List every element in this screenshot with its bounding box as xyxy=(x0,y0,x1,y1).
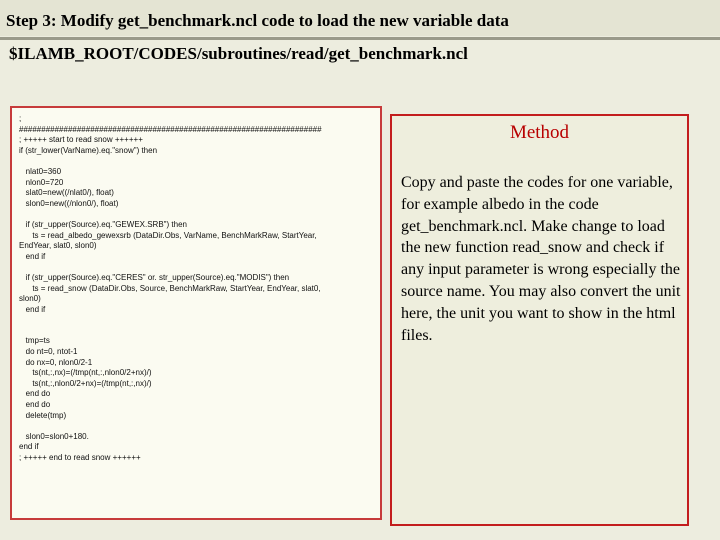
code-line: tmp=ts xyxy=(19,336,50,346)
file-path: $ILAMB_ROOT/CODES/subroutines/read/get_benchmark.ncl xyxy=(9,44,468,63)
code-line xyxy=(19,209,380,220)
code-line: nlat0=360 xyxy=(19,166,62,176)
code-line: end do xyxy=(19,389,51,399)
code-listing xyxy=(12,108,380,464)
code-line: do nx=0, nlon0/2-1 xyxy=(19,357,93,367)
code-panel xyxy=(10,106,382,520)
code-line: #################################################################### xyxy=(19,124,322,134)
title-bar xyxy=(0,0,720,36)
code-line: slon0=new((/nlon0/), float) xyxy=(19,198,119,208)
code-line: end if xyxy=(19,304,46,314)
method-title: Method xyxy=(509,122,570,143)
code-line: ts = read_albedo_gewexsrb (DataDir.Obs, VarName, BenchMarkRaw, StartYear, xyxy=(19,230,317,240)
method-panel xyxy=(390,114,689,526)
code-line xyxy=(19,262,380,273)
title-divider xyxy=(0,37,720,40)
code-line: if (str_lower(VarName).eq."snow") then xyxy=(19,145,158,155)
code-line: if (str_upper(Source).eq."CERES" or. str_upper(Source).eq."MODIS") then xyxy=(19,272,290,282)
code-line: ; xyxy=(19,114,22,123)
code-line: EndYear, slat0, slon0) xyxy=(19,241,97,251)
code-line: slon0) xyxy=(19,294,41,304)
code-line xyxy=(19,156,380,167)
code-line xyxy=(19,326,380,337)
code-line xyxy=(19,315,380,326)
code-line: end if xyxy=(19,251,46,261)
code-line: slat0=new((/nlat0/), float) xyxy=(19,188,114,198)
code-line: end if xyxy=(19,442,39,452)
code-line xyxy=(19,421,380,432)
code-line: ; +++++ end to read snow ++++++ xyxy=(19,453,141,462)
code-line: do nt=0, ntot-1 xyxy=(19,347,78,357)
slide-title: Step 3: Modify get_benchmark.ncl code to load the new variable data xyxy=(6,11,509,30)
code-line: end do xyxy=(19,400,51,410)
code-line: slon0=slon0+180. xyxy=(19,431,89,441)
code-line: ts(nt,:,nx)=(/tmp(nt,:,nlon0/2+nx)/) xyxy=(19,368,152,378)
code-line: nlon0=720 xyxy=(19,177,64,187)
method-text: Copy and paste the codes for one variable, for example albedo in the code get_benchmark.ncl. Make change to load the new function read_snow and check if any input parameter is wrong especially the source name. You may also convert the unit here, the unit you want to show in the html files. xyxy=(401,174,681,344)
code-line: ts(nt,:,nlon0/2+nx)=(/tmp(nt,:,nx)/) xyxy=(19,378,152,388)
code-line: ts = read_snow (DataDir.Obs, Source, BenchMarkRaw, StartYear, EndYear, slat0, xyxy=(19,283,321,293)
code-line: ; +++++ start to read snow ++++++ xyxy=(19,135,143,145)
code-line: if (str_upper(Source).eq."GEWEX.SRB") then xyxy=(19,219,187,229)
code-line: delete(tmp) xyxy=(19,410,67,420)
